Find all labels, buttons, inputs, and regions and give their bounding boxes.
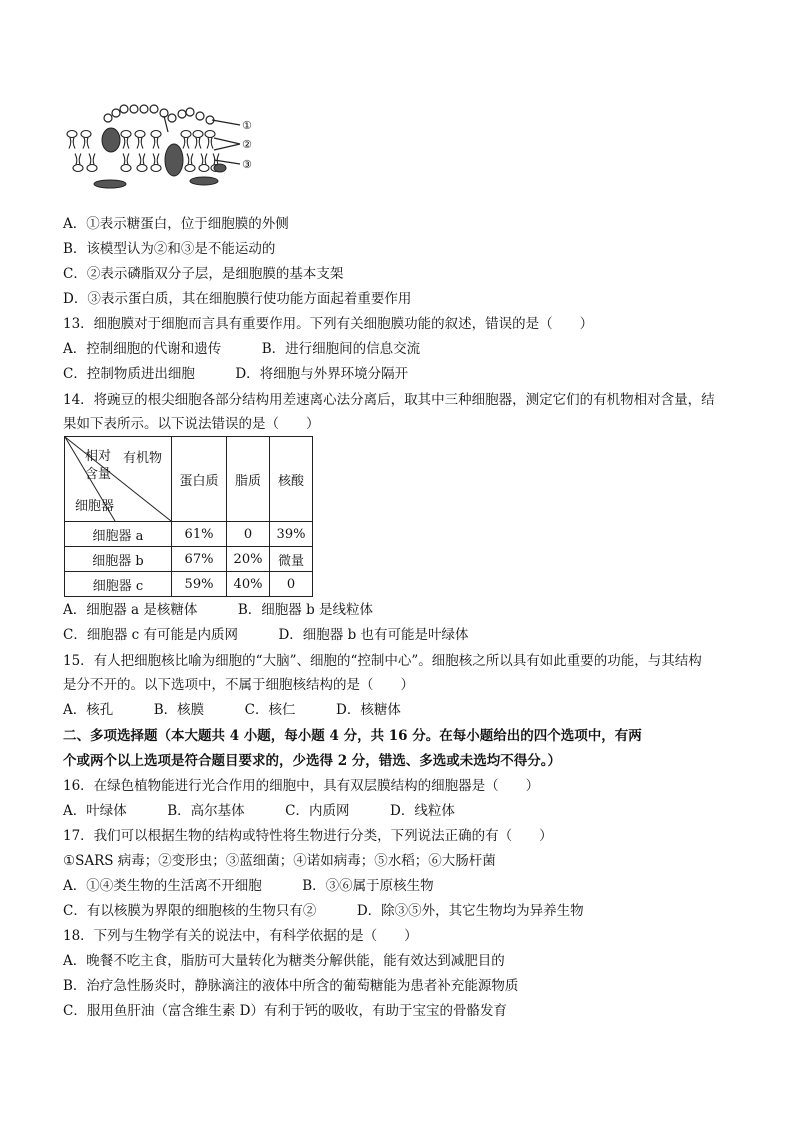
phospholipid-tail — [183, 138, 189, 149]
q12-option-c: C．②表示磷脂双分子层，是细胞膜的基本支架 — [63, 266, 344, 282]
q17-stem: 17．我们可以根据生物的结构或特性将生物进行分类，下列说法正确的有（ ） — [63, 828, 553, 844]
phospholipid-tail — [137, 138, 143, 149]
row-label: 细胞器 b — [65, 547, 172, 572]
header-relative-2: 含量 — [85, 467, 112, 482]
section2-heading-line2: 个或两个以上选项是符合题目要求的，少选得 2 分，错选、多选或未选均不得分。） — [63, 753, 562, 769]
q18-option-b: B．治疗急性肠炎时，静脉滴注的液体中所含的葡萄糖能为患者补充能源物质 — [63, 978, 519, 994]
q13-stem: 13．细胞膜对于细胞而言具有重要作用。下列有关细胞膜功能的叙述，错误的是（ ） — [63, 316, 594, 332]
phospholipid-head — [151, 131, 161, 138]
cell-membrane-diagram — [64, 98, 264, 190]
q16-stem: 16．在绿色植物能进行光合作用的细胞中，具有双层膜结构的细胞器是（ ） — [63, 778, 540, 794]
phospholipid-head — [205, 131, 215, 138]
table-cell: 59% — [172, 572, 227, 597]
table-row — [65, 547, 313, 572]
marker-3: ③ — [242, 158, 252, 171]
protein-shape — [165, 144, 183, 176]
phospholipid-tail — [213, 154, 219, 165]
row-label: 细胞器 c — [65, 572, 172, 597]
phospholipid-tail — [83, 138, 89, 149]
phospholipid-head — [121, 131, 131, 138]
q15-stem-line2: 是分不开的。以下选项中，不属于细胞核结构的是（ ） — [63, 677, 414, 693]
header-organelle: 细胞器 — [75, 499, 115, 514]
table-row — [65, 522, 313, 547]
phospholipid-tail — [75, 154, 81, 165]
table-header-row — [65, 437, 313, 522]
glycoprotein-chain — [104, 105, 214, 132]
phospholipid-tail — [69, 138, 75, 149]
table-cell: 0 — [227, 522, 270, 547]
row-label: 细胞器 a — [65, 522, 172, 547]
phospholipid-tail — [153, 138, 159, 149]
phospholipid-tail — [123, 138, 129, 149]
table-cell: 微量 — [270, 547, 313, 572]
phospholipid-head — [67, 131, 77, 138]
q17-options-cd: C．有以核膜为界限的细胞核的生物只有② D．除③⑤外，其它生物均为异养生物 — [63, 903, 584, 919]
phospholipid-head — [185, 165, 195, 172]
table-cell: 40% — [227, 572, 270, 597]
phospholipid-bilayer — [67, 131, 221, 172]
protein-shape — [190, 177, 218, 185]
column-header: 脂质 — [227, 437, 270, 522]
q15-stem-line1: 15．有人把细胞核比喻为细胞的“大脑”、细胞的“控制中心”。细胞核之所以具有如此重要的功能，与其结构 — [63, 653, 702, 669]
phospholipid-tail — [89, 154, 95, 165]
q12-option-d: D．③表示蛋白质，其在细胞膜行使功能方面起着重要作用 — [63, 291, 412, 307]
phospholipid-head — [87, 165, 97, 172]
phospholipid-tail — [139, 154, 145, 165]
protein-shape — [102, 128, 120, 152]
phospholipid-head — [181, 131, 191, 138]
table-cell: 61% — [172, 522, 227, 547]
table-cell: 0 — [270, 572, 313, 597]
q18-stem: 18．下列与生物学有关的说法中，有科学依据的是（ ） — [63, 928, 418, 944]
phospholipid-head — [121, 165, 131, 172]
organelle-table — [64, 436, 313, 597]
table-cell: 20% — [227, 547, 270, 572]
phospholipid-head — [151, 165, 161, 172]
q18-option-a: A．晚餐不吃主食，脂肪可大量转化为糖类分解供能，能有效达到减肥目的 — [63, 953, 505, 969]
phospholipid-head — [193, 131, 203, 138]
phospholipid-tail — [207, 138, 213, 149]
table-cell: 39% — [270, 522, 313, 547]
phospholipid-tail — [195, 138, 201, 149]
q14-stem-line2: 果如下表所示。以下说法错误的是（ ） — [63, 416, 320, 432]
phospholipid-head — [73, 165, 83, 172]
marker-2: ② — [242, 138, 252, 151]
q15-options: A．核孔 B．核膜 C．核仁 D．核糖体 — [63, 702, 401, 718]
q16-options: A．叶绿体 B．高尔基体 C．内质网 D．线粒体 — [63, 803, 455, 819]
q17-options-ab: A．①④类生物的生活离不开细胞 B．③⑥属于原核生物 — [63, 878, 434, 894]
phospholipid-head — [199, 165, 209, 172]
q14-options-ab: A．细胞器 a 是核糖体 B．细胞器 b 是线粒体 — [63, 602, 374, 618]
section2-heading-line1: 二、多项选择题（本大题共 4 小题，每小题 4 分，共 16 分。在每小题给出的四个选项中，有两 — [63, 728, 642, 744]
q14-options-cd: C．细胞器 c 有可能是内质网 D．细胞器 b 也有可能是叶绿体 — [63, 627, 469, 643]
protein-shape — [214, 164, 226, 172]
diagonal-header-cell — [65, 437, 172, 522]
marker-1: ① — [242, 119, 252, 132]
q12-option-b: B．该模型认为②和③是不能运动的 — [63, 241, 276, 257]
q14-stem-line1: 14．将豌豆的根尖细胞各部分结构用差速离心法分离后，取其中三种细胞器，测定它们的有机物相对含量，结 — [63, 392, 715, 408]
phospholipid-tail — [187, 154, 193, 165]
q12-option-a: A．①表示糖蛋白，位于细胞膜的外侧 — [63, 216, 289, 232]
q17-items: ①SARS 病毒；②变形虫；③蓝细菌；④诺如病毒；⑤水稻；⑥大肠杆菌 — [63, 853, 496, 869]
q18-option-c: C．服用鱼肝油（富含维生素 D）有利于钙的吸收，有助于宝宝的骨骼发育 — [63, 1003, 507, 1019]
header-organics: 有机物 — [123, 451, 163, 466]
q13-options-ab: A．控制细胞的代谢和遗传 B．进行细胞间的信息交流 — [63, 341, 421, 357]
column-header: 蛋白质 — [172, 437, 227, 522]
table-cell: 67% — [172, 547, 227, 572]
q13-options-cd: C．控制物质进出细胞 D．将细胞与外界环境分隔开 — [63, 366, 409, 382]
phospholipid-tail — [123, 154, 129, 165]
protein-shape — [94, 180, 126, 188]
phospholipid-head — [81, 131, 91, 138]
header-relative-1: 相对 — [85, 449, 112, 464]
phospholipid-head — [135, 131, 145, 138]
phospholipid-tail — [201, 154, 207, 165]
phospholipid-head — [137, 165, 147, 172]
table-row — [65, 572, 313, 597]
column-header: 核酸 — [270, 437, 313, 522]
phospholipid-tail — [153, 154, 159, 165]
